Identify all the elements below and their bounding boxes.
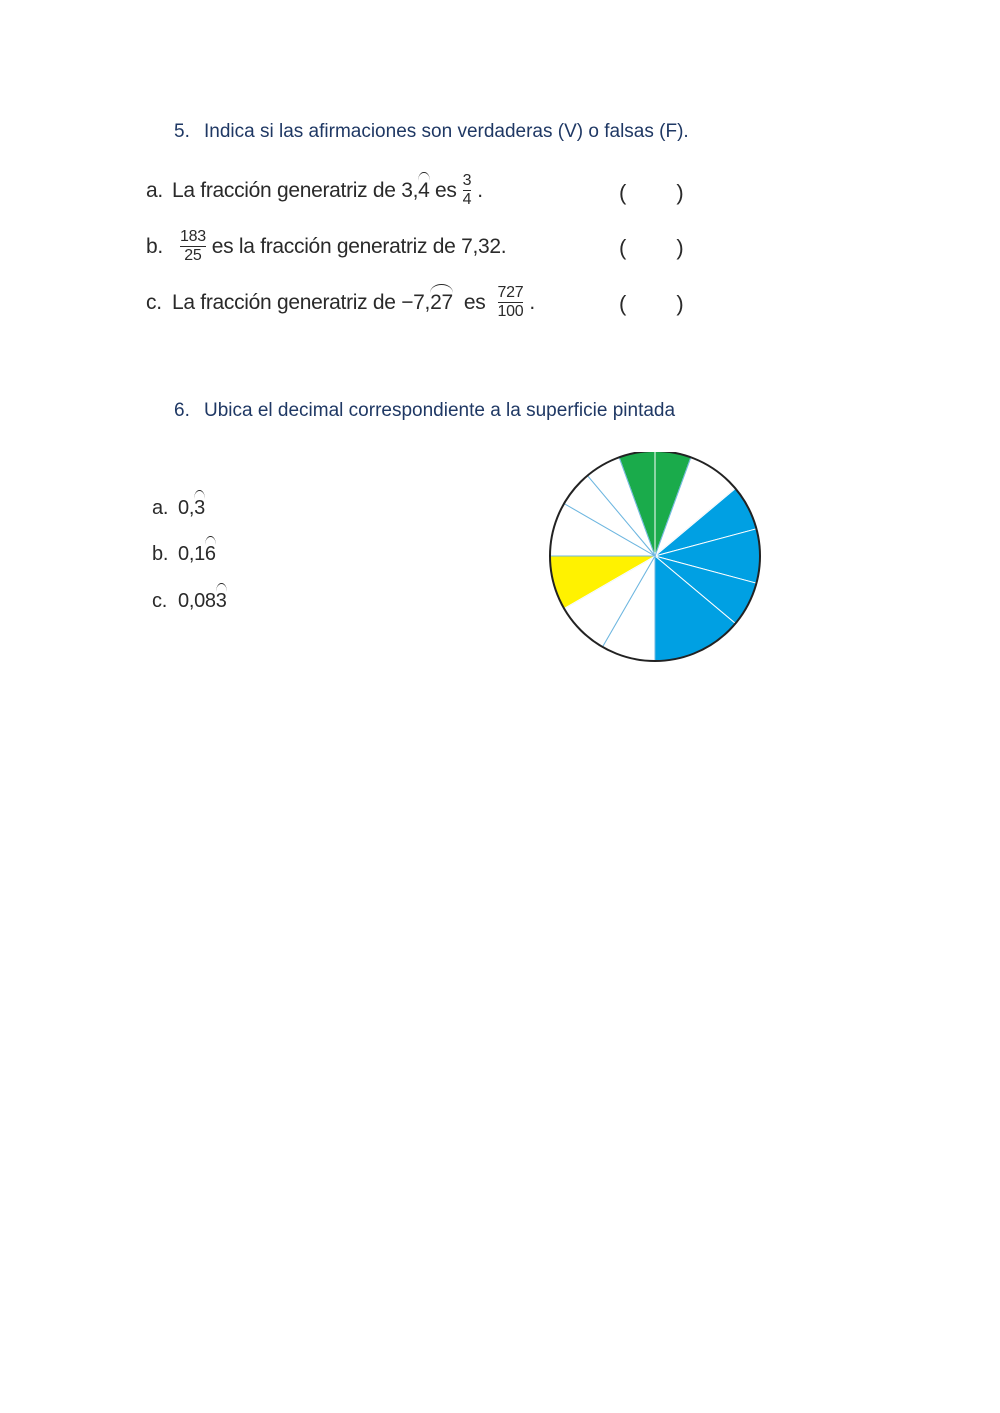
fraction-pie-diagram [547,452,767,667]
statement-b [146,228,506,265]
question-text: Ubica el decimal correspondiente a la superficie pintada [204,400,676,421]
decimal-integer-part: −7, [401,290,431,314]
fraction [180,228,206,265]
statement-c [146,284,535,321]
denominator: 100 [497,303,524,320]
decimal-option-a[interactable] [152,497,205,520]
decimal-option-c[interactable] [152,590,227,613]
statement-text: La fracción generatriz de [172,290,396,314]
question-5-title [174,121,689,143]
denominator: 4 [462,191,472,208]
period: . [477,178,483,202]
open-paren: ( [619,235,627,260]
decimal-integer-part: 3, [401,178,419,202]
item-letter: a. [152,497,169,519]
item-letter: b. [152,543,169,565]
question-number: 6. [174,400,190,421]
question-text: Indica si las afirmaciones son verdaderas (V) o falsas (F). [204,121,689,142]
question-6-title [174,400,675,422]
statement-text: es [435,178,457,202]
close-paren: ) [676,291,684,316]
open-paren: ( [619,180,627,205]
answer-box-c[interactable] [619,291,684,317]
question-number: 5. [174,121,190,142]
item-letter: c. [152,590,167,612]
open-paren: ( [619,291,627,316]
decimal-integer-part: 0,08 [178,590,216,612]
item-letter: c. [146,290,162,314]
decimal-integer-part: 0,1 [178,543,205,565]
denominator: 25 [184,247,202,264]
repeating-digits: 4 [418,178,430,202]
repeating-digits: 3 [194,497,205,519]
item-letter: a. [146,178,163,202]
statement-text: La fracción generatriz de [172,178,396,202]
close-paren: ) [676,235,684,260]
statement-text: es la fracción generatriz de 7,32. [211,234,507,258]
numerator: 727 [497,284,524,301]
repeating-digits: 3 [215,590,227,612]
numerator: 183 [180,228,206,245]
answer-box-b[interactable] [619,235,684,261]
item-letter: b. [146,234,163,258]
repeating-digits: 6 [204,543,216,565]
statement-a [146,172,483,209]
period: . [529,290,535,314]
decimal-option-b[interactable] [152,543,216,566]
answer-box-a[interactable] [619,180,684,206]
periodic-decimal [401,291,453,315]
statement-text: es [463,290,486,314]
decimal-integer-part: 0, [178,497,195,519]
repeating-digits: 27 [430,290,453,314]
close-paren: ) [676,180,684,205]
fraction [498,284,524,321]
fraction [463,172,472,209]
numerator: 3 [462,172,472,189]
periodic-decimal [401,179,429,203]
